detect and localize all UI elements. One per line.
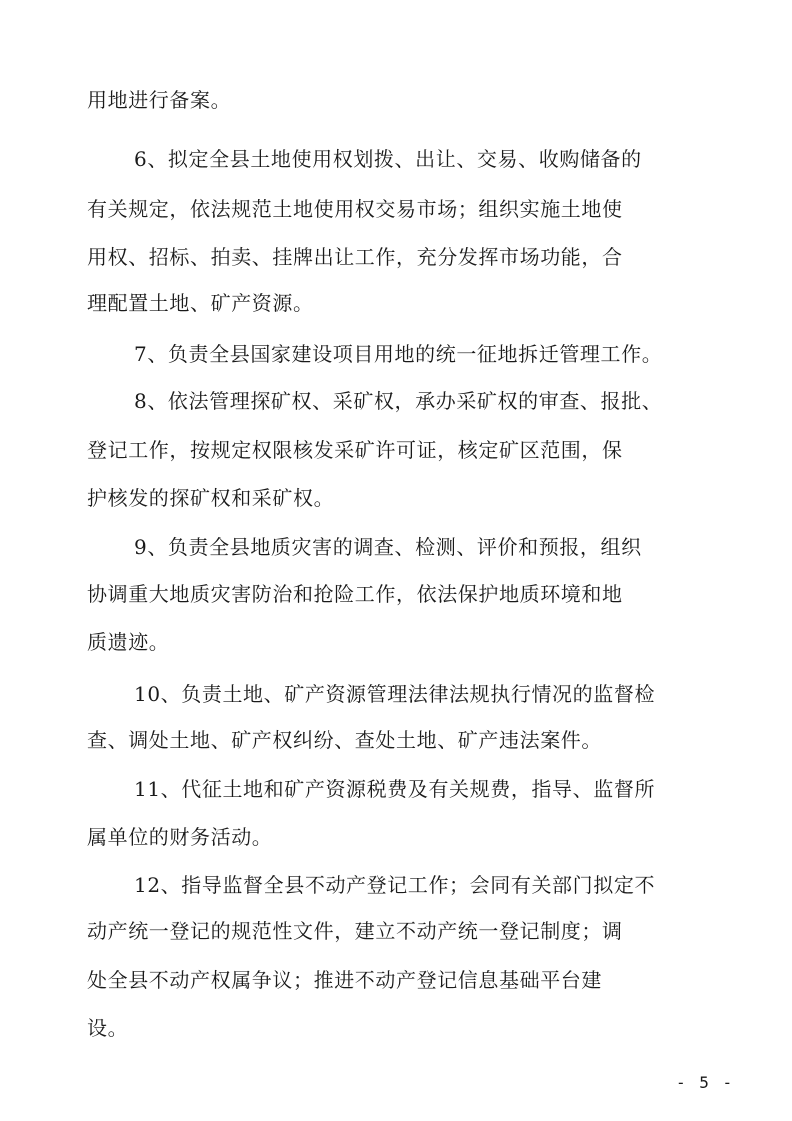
paragraph-11-line: 11、代征土地和矿产资源税费及有关规费，指导、监督所 xyxy=(134,777,656,801)
paragraph-10-line: 10、负责土地、矿产资源管理法律法规执行情况的监督检 xyxy=(134,682,656,706)
text-line: 设。 xyxy=(87,1016,129,1040)
text-line: 理配置土地、矿产资源。 xyxy=(87,291,314,315)
text-line: 协调重大地质灾害防治和抢险工作，依法保护地质环境和地 xyxy=(87,582,623,606)
page-number: - 5 - xyxy=(676,1073,735,1092)
paragraph-8-line: 8、依法管理探矿权、采矿权，承办采矿权的审查、报批、 xyxy=(134,389,663,413)
text-line: 质遗迹。 xyxy=(87,630,170,654)
paragraph-6-line: 6、拟定全县土地使用权划拨、出让、交易、收购储备的 xyxy=(134,147,642,171)
text-line: 护核发的探矿权和采矿权。 xyxy=(87,486,335,510)
text-line: 处全县不动产权属争议；推进不动产登记信息基础平台建 xyxy=(87,968,602,992)
text-line: 用权、招标、拍卖、挂牌出让工作，充分发挥市场功能，合 xyxy=(87,245,623,269)
text-line: 登记工作，按规定权限核发采矿许可证，核定矿区范围，保 xyxy=(87,438,623,462)
paragraph-7-line: 7、负责全县国家建设项目用地的统一征地拆迁管理工作。 xyxy=(134,342,663,366)
paragraph-9-line: 9、负责全县地质灾害的调查、检测、评价和预报，组织 xyxy=(134,535,642,559)
text-line: 有关规定，依法规范土地使用权交易市场；组织实施土地使 xyxy=(87,197,623,221)
paragraph-12-line: 12、指导监督全县不动产登记工作；会同有关部门拟定不 xyxy=(134,873,656,897)
text-line: 用地进行备案。 xyxy=(87,88,232,112)
text-line: 查、调处土地、矿产权纠纷、查处土地、矿产违法案件。 xyxy=(87,728,602,752)
text-line: 属单位的财务活动。 xyxy=(87,825,273,849)
text-line: 动产统一登记的规范性文件，建立不动产统一登记制度；调 xyxy=(87,919,623,943)
